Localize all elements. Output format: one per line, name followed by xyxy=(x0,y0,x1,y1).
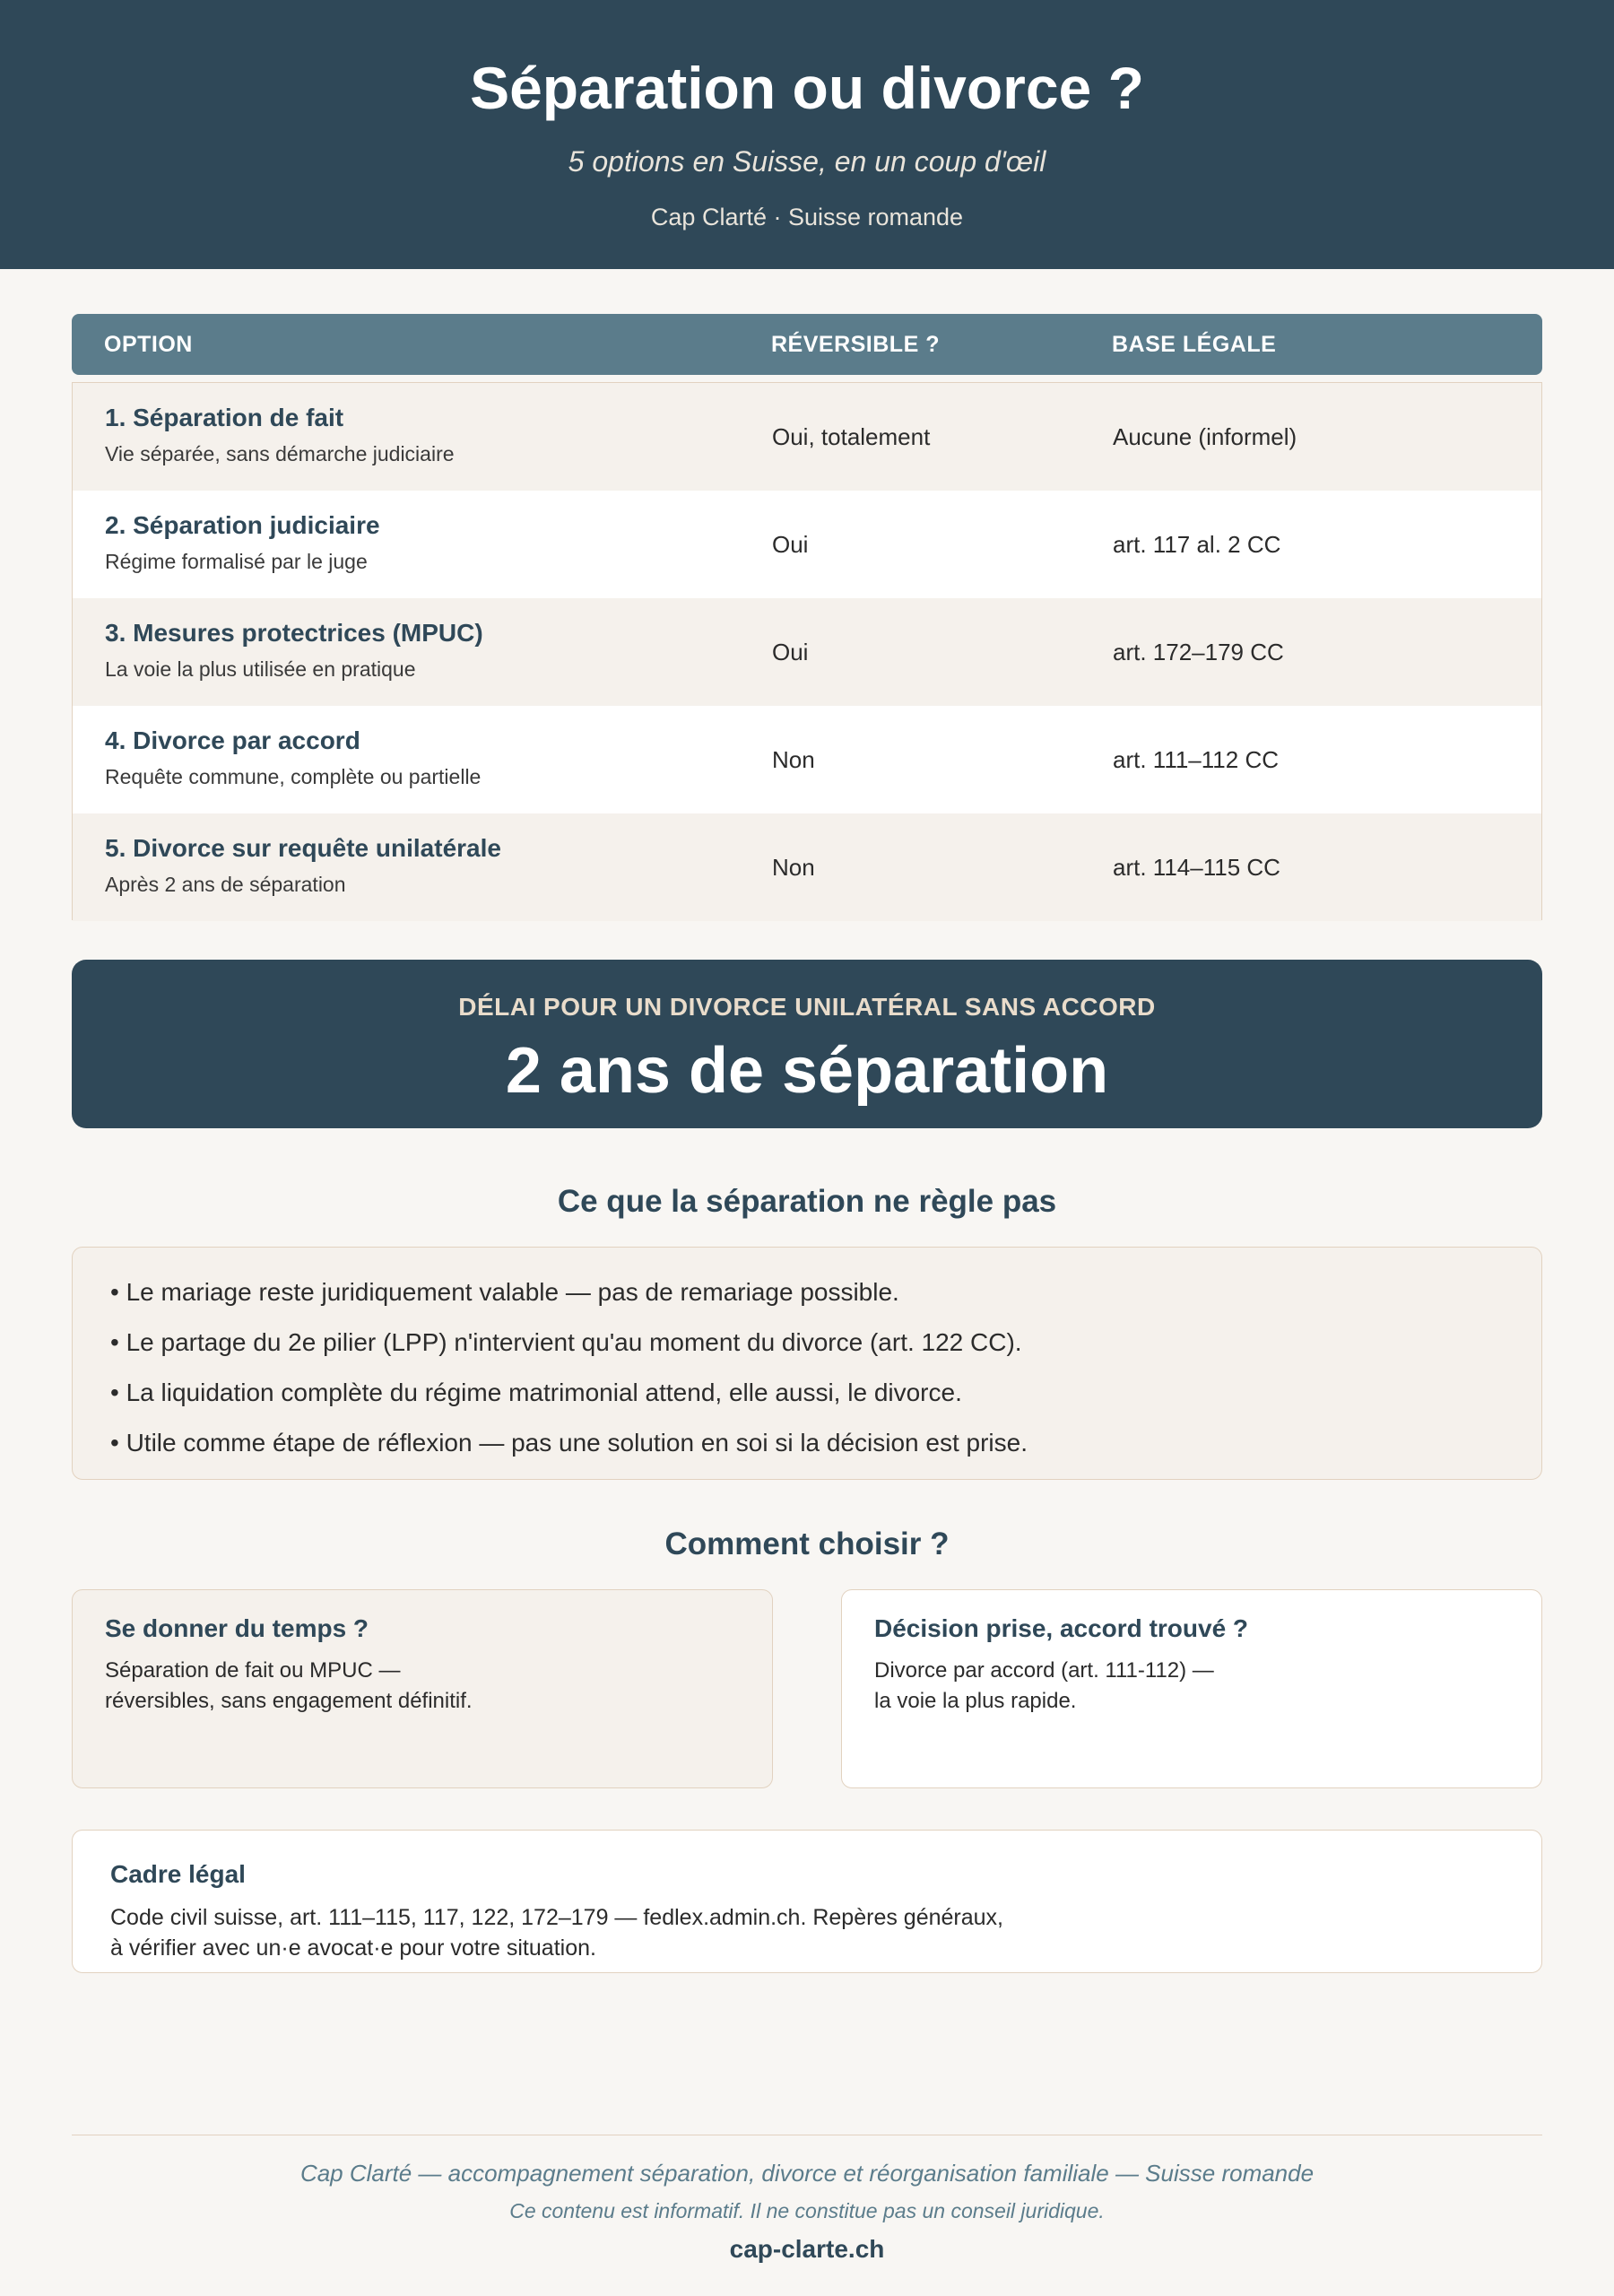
option-reversible: Oui xyxy=(772,639,809,665)
choice-card-text: la voie la plus rapide. xyxy=(874,1689,1077,1713)
table-row xyxy=(73,491,1541,598)
delay-highlight-banner xyxy=(72,960,1542,1128)
choice-card-title: Se donner du temps ? xyxy=(105,1614,369,1642)
option-description: La voie la plus utilisée en pratique xyxy=(105,657,416,681)
option-title: 2. Séparation judiciaire xyxy=(105,511,380,539)
choice-card-title: Décision prise, accord trouvé ? xyxy=(874,1614,1249,1642)
section-title-how-to-choose: Comment choisir ? xyxy=(664,1526,950,1561)
option-title: 4. Divorce par accord xyxy=(105,726,360,754)
option-legal-basis: Aucune (informel) xyxy=(1113,423,1297,450)
option-description: Après 2 ans de séparation xyxy=(105,873,346,896)
choice-card-text: Divorce par accord (art. 111-112) — xyxy=(874,1658,1214,1683)
delay-value: 2 ans de séparation xyxy=(505,1035,1109,1107)
page-header xyxy=(0,0,1614,269)
option-reversible: Non xyxy=(772,854,815,881)
choice-card-decision-made xyxy=(841,1589,1542,1788)
list-item: • Le partage du 2e pilier (LPP) n'intervient qu'au moment du divorce (art. 122 CC). xyxy=(110,1328,1022,1356)
choice-card-text: Séparation de fait ou MPUC — xyxy=(105,1658,401,1683)
delay-label: DÉLAI POUR UN DIVORCE UNILATÉRAL SANS ACCORD xyxy=(458,993,1156,1021)
page-title: Séparation ou divorce ? xyxy=(470,55,1144,121)
option-legal-basis: art. 114–115 CC xyxy=(1113,854,1280,881)
option-legal-basis: art. 172–179 CC xyxy=(1113,639,1284,665)
table-row xyxy=(73,813,1541,921)
option-description: Régime formalisé par le juge xyxy=(105,550,368,573)
legal-framework-text: à vérifier avec un·e avocat·e pour votre situation. xyxy=(110,1935,596,1961)
footer-website: cap-clarte.ch xyxy=(729,2235,885,2263)
column-header-legal-basis: BASE LÉGALE xyxy=(1112,332,1277,357)
brand-line: Cap Clarté · Suisse romande xyxy=(650,204,964,230)
option-legal-basis: art. 111–112 CC xyxy=(1113,746,1279,773)
table-row xyxy=(73,383,1541,491)
option-reversible: Non xyxy=(772,746,815,773)
table-row xyxy=(73,706,1541,813)
list-item: • La liquidation complète du régime matrimonial attend, elle aussi, le divorce. xyxy=(110,1378,962,1406)
legal-framework-text: Code civil suisse, art. 111–115, 117, 122, 172–179 — fedlex.admin.ch. Repères généraux, xyxy=(110,1905,1003,1930)
list-item: • Le mariage reste juridiquement valable — pas de remariage possible. xyxy=(110,1278,899,1306)
list-item: • Utile comme étape de réflexion — pas une solution en soi si la décision est prise. xyxy=(110,1429,1028,1457)
choice-card-text: réversibles, sans engagement définitif. xyxy=(105,1689,473,1713)
page-subtitle: 5 options en Suisse, en un coup d'œil xyxy=(568,145,1046,178)
legal-framework-title: Cadre légal xyxy=(110,1860,246,1888)
option-legal-basis: art. 117 al. 2 CC xyxy=(1113,531,1281,558)
legal-framework-box xyxy=(72,1830,1542,1973)
option-description: Requête commune, complète ou partielle xyxy=(105,765,482,788)
footer-disclaimer: Ce contenu est informatif. Il ne constitue pas un conseil juridique. xyxy=(509,2199,1105,2222)
table-header xyxy=(72,314,1542,375)
option-reversible: Oui, totalement xyxy=(772,423,931,450)
table-row xyxy=(73,598,1541,706)
not-settled-list xyxy=(72,1247,1542,1480)
section-title-not-settled: Ce que la séparation ne règle pas xyxy=(557,1184,1057,1219)
column-header-reversible: RÉVERSIBLE ? xyxy=(771,332,940,357)
options-table xyxy=(72,382,1542,920)
option-reversible: Oui xyxy=(772,531,809,558)
option-description: Vie séparée, sans démarche judiciaire xyxy=(105,442,455,465)
column-header-option: OPTION xyxy=(104,332,193,357)
footer-tagline: Cap Clarté — accompagnement séparation, divorce et réorganisation familiale — Suisse romande xyxy=(299,2160,1315,2187)
option-title: 3. Mesures protectrices (MPUC) xyxy=(105,619,483,647)
choice-card-take-time xyxy=(72,1589,773,1788)
option-title: 1. Séparation de fait xyxy=(105,404,344,431)
option-title: 5. Divorce sur requête unilatérale xyxy=(105,834,501,862)
